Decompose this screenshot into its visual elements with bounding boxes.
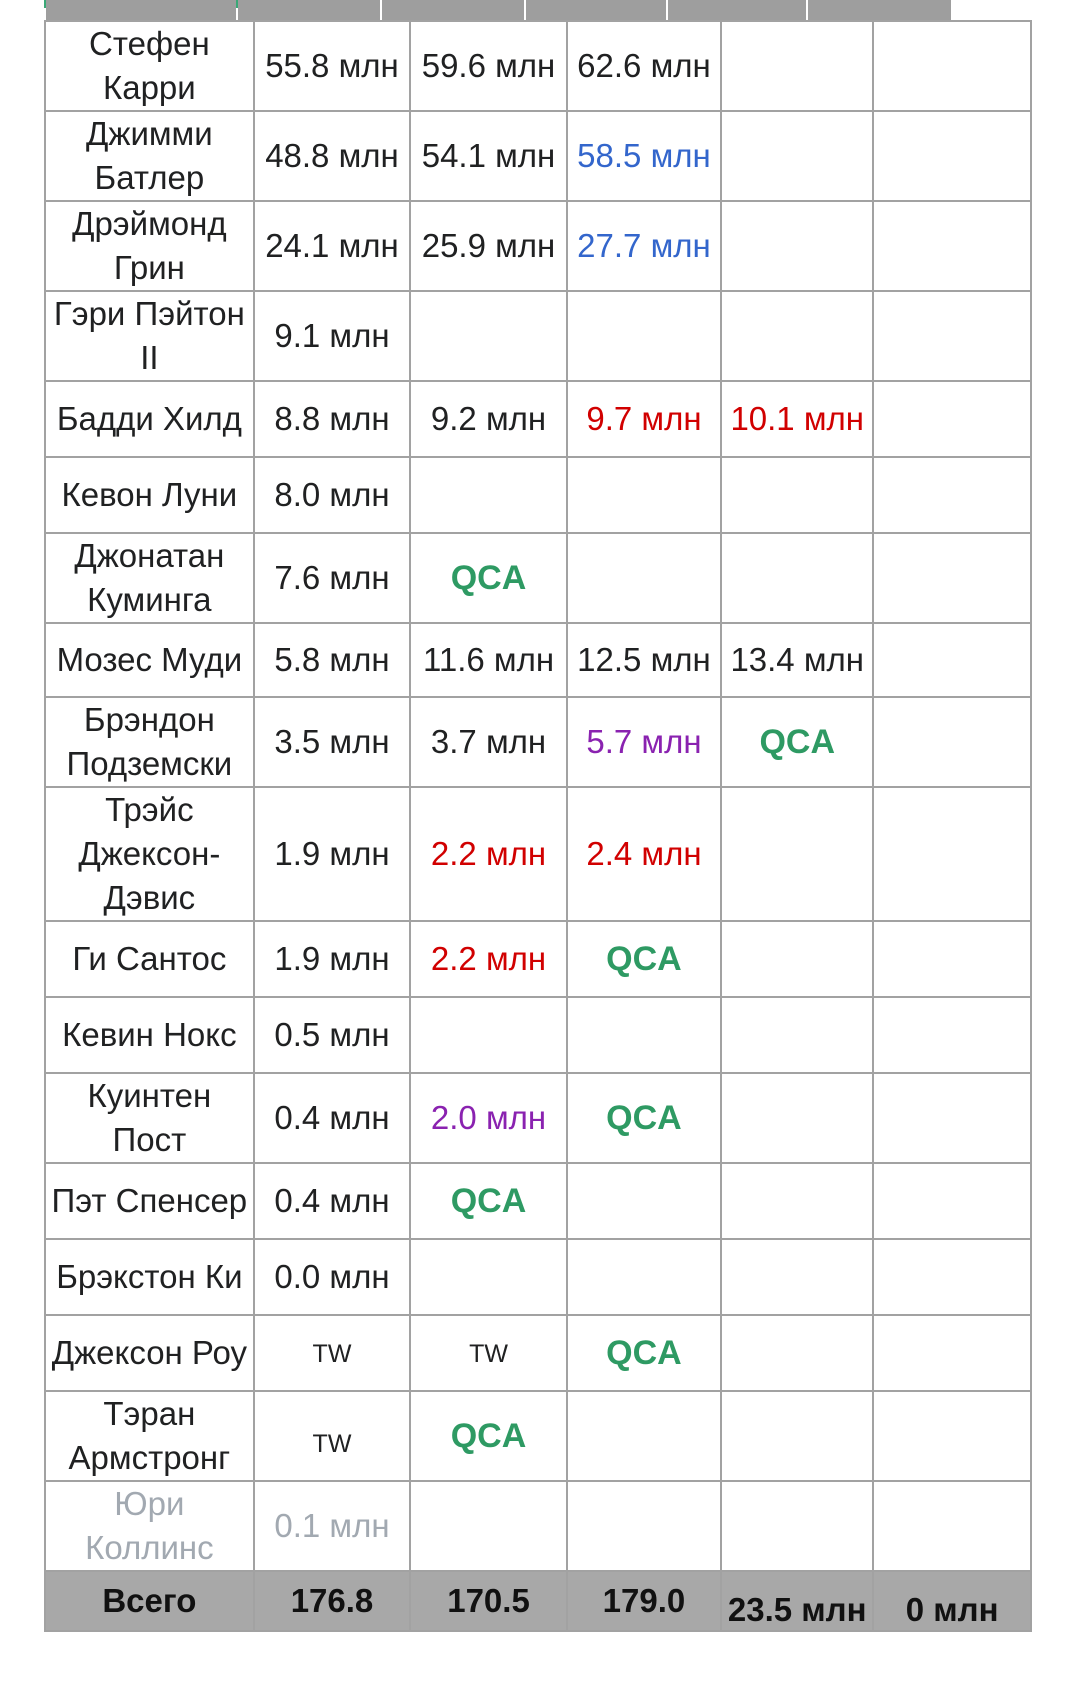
option-status-label: QCA (759, 723, 836, 761)
salary-cell (254, 533, 411, 623)
salary-value: 12.5 млн (577, 641, 711, 678)
salary-cell (410, 787, 567, 921)
salary-cell (721, 1391, 873, 1481)
salary-value: 9.2 млн (430, 400, 547, 437)
player-name: Пэт Спенсер (51, 1182, 248, 1219)
salary-value: 27.7 млн (577, 227, 711, 264)
player-name-cell (45, 1481, 254, 1571)
salary-cell (410, 997, 567, 1073)
salary-cell (567, 1163, 721, 1239)
salary-cell (873, 457, 1031, 533)
salary-cell (873, 1391, 1031, 1481)
header-cell-remnant (238, 0, 380, 20)
table-row (45, 921, 1031, 997)
player-name: Джонатан Куминга (74, 537, 225, 618)
salary-value: 0.4 млн (274, 1099, 390, 1136)
salary-value: 8.8 млн (274, 400, 390, 437)
salary-cell (254, 697, 411, 787)
salary-value: 5.8 млн (274, 641, 390, 678)
player-name-cell (45, 921, 254, 997)
salary-cell (254, 1163, 411, 1239)
option-status-label: QCA (606, 940, 682, 978)
player-name: Гэри Пэйтон II (53, 295, 245, 376)
player-name: Куинтен Пост (87, 1077, 212, 1158)
salary-value: 9.7 млн (586, 400, 702, 437)
player-name-cell (45, 111, 254, 201)
salary-cell (873, 623, 1031, 697)
salary-cell (410, 533, 567, 623)
table-row (45, 201, 1031, 291)
header-cell-remnant (46, 0, 236, 20)
salary-cell (410, 1481, 567, 1571)
salary-cell (254, 291, 411, 381)
salary-table-body (45, 21, 1031, 1631)
player-name: Джексон Роу (51, 1334, 247, 1371)
salary-cell (873, 697, 1031, 787)
salary-cell (410, 111, 567, 201)
salary-cell (873, 1239, 1031, 1315)
salary-value: TW (312, 1340, 352, 1368)
table-row (45, 1391, 1031, 1481)
salary-cell (873, 201, 1031, 291)
salary-cell (254, 21, 411, 111)
table-row (45, 381, 1031, 457)
salary-cell (721, 201, 873, 291)
salary-cell (567, 533, 721, 623)
player-name-cell (45, 1391, 254, 1481)
salary-cell (410, 921, 567, 997)
salary-value: 7.6 млн (274, 559, 390, 596)
salary-cell (721, 1239, 873, 1315)
salary-cell (254, 1315, 411, 1391)
salary-cell (873, 533, 1031, 623)
salary-cell (254, 457, 411, 533)
salary-cell (567, 623, 721, 697)
salary-cell (721, 1315, 873, 1391)
player-name-cell (45, 457, 254, 533)
salary-cell (254, 623, 411, 697)
salary-cell (721, 787, 873, 921)
salary-cell (410, 457, 567, 533)
salary-cell (254, 1391, 411, 1481)
salary-value: 58.5 млн (577, 137, 711, 174)
salary-value: 48.8 млн (265, 137, 399, 174)
salary-value: 11.6 млн (422, 641, 555, 678)
salary-value: TW (469, 1340, 508, 1368)
salary-cell (254, 381, 411, 457)
salary-value: 9.1 млн (274, 317, 390, 354)
salary-cell (410, 623, 567, 697)
option-status-label: QCA (450, 1182, 527, 1220)
player-name-cell (45, 21, 254, 111)
salary-cell (721, 921, 873, 997)
salary-cell (410, 201, 567, 291)
option-status-label: QCA (450, 559, 527, 597)
header-cell-remnant (808, 0, 951, 20)
salary-cell (873, 1073, 1031, 1163)
salary-value: 2.4 млн (586, 835, 702, 872)
salary-cell (721, 1073, 873, 1163)
option-status-label: QCA (450, 1417, 527, 1455)
salary-value: 2.2 млн (430, 835, 547, 872)
player-name-cell (45, 697, 254, 787)
salary-value: 2.0 млн (430, 1099, 547, 1136)
salary-cell (410, 1239, 567, 1315)
total-row (45, 1571, 1031, 1631)
player-name: Тэран Армстронг (68, 1395, 231, 1476)
table-row (45, 457, 1031, 533)
salary-cell (567, 1239, 721, 1315)
salary-cell (410, 1391, 567, 1481)
salary-cell (567, 457, 721, 533)
table-row (45, 697, 1031, 787)
salary-cell (873, 1481, 1031, 1571)
player-name: Бадди Хилд (56, 400, 242, 437)
salary-value: 1.9 млн (274, 835, 390, 872)
salary-cell (567, 1481, 721, 1571)
salary-cell (721, 291, 873, 381)
salary-cell (721, 21, 873, 111)
salary-cell (873, 381, 1031, 457)
player-name-cell (45, 1239, 254, 1315)
salary-cell (567, 921, 721, 997)
header-cell-remnant (668, 0, 806, 20)
salary-cell (721, 533, 873, 623)
player-name-cell (45, 997, 254, 1073)
table-row (45, 291, 1031, 381)
table-row (45, 1315, 1031, 1391)
table-row (45, 533, 1031, 623)
player-name-cell (45, 291, 254, 381)
salary-value: 13.4 млн (730, 641, 865, 678)
salary-value: 62.6 млн (577, 47, 711, 84)
salary-cell (567, 291, 721, 381)
table-row (45, 997, 1031, 1073)
salary-cell (410, 697, 567, 787)
salary-cell (567, 787, 721, 921)
salary-cell (721, 457, 873, 533)
salary-cell (873, 997, 1031, 1073)
player-name-cell (45, 381, 254, 457)
salary-cell (721, 111, 873, 201)
salary-value: 3.7 млн (430, 723, 547, 760)
salary-cell (254, 111, 411, 201)
salary-cell (254, 1073, 411, 1163)
player-name-cell (45, 201, 254, 291)
table-row (45, 1481, 1031, 1571)
table-row (45, 623, 1031, 697)
player-name: Кевин Нокс (62, 1016, 237, 1053)
total-value: 0 млн (873, 1571, 1031, 1631)
salary-cell (721, 1163, 873, 1239)
player-name-cell (45, 533, 254, 623)
player-name-cell (45, 787, 254, 921)
salary-value: 59.6 млн (421, 47, 556, 84)
table-row (45, 21, 1031, 111)
salary-cell (567, 697, 721, 787)
salary-cell (254, 997, 411, 1073)
header-cell-remnant (526, 0, 666, 20)
salary-cell (410, 291, 567, 381)
salary-cell (721, 697, 873, 787)
total-value: 23.5 млн (721, 1571, 873, 1631)
salary-value: 54.1 млн (421, 137, 556, 174)
option-status-label: QCA (606, 1099, 682, 1137)
player-name: Джимми Батлер (86, 115, 213, 196)
table-row (45, 1073, 1031, 1163)
salary-value: 0.5 млн (274, 1016, 390, 1053)
salary-cell (873, 787, 1031, 921)
salary-cell (254, 921, 411, 997)
salary-cell (873, 1315, 1031, 1391)
salary-value: 25.9 млн (421, 227, 556, 264)
player-name: Юри Коллинс (85, 1485, 214, 1566)
salary-cell (567, 111, 721, 201)
header-cell-remnant (382, 0, 524, 20)
salary-cell (410, 381, 567, 457)
player-name: Брэкстон Ки (56, 1258, 243, 1295)
option-status-label: QCA (606, 1334, 682, 1372)
salary-cell (873, 921, 1031, 997)
player-name: Мозес Муди (56, 641, 243, 678)
salary-table (44, 20, 1032, 1632)
player-name: Кевон Луни (61, 476, 238, 513)
player-name-cell (45, 1073, 254, 1163)
total-label: Всего (45, 1571, 254, 1631)
player-name: Ги Сантос (72, 940, 227, 977)
table-row (45, 1163, 1031, 1239)
salary-value: 0.1 млн (274, 1507, 390, 1544)
salary-cell (873, 1163, 1031, 1239)
salary-value: TW (312, 1430, 352, 1458)
salary-value: 10.1 млн (730, 400, 865, 437)
total-value: 176.8 (254, 1571, 411, 1631)
salary-cell (873, 111, 1031, 201)
salary-value: 5.7 млн (586, 723, 702, 760)
table-row (45, 111, 1031, 201)
salary-cell (567, 1315, 721, 1391)
salary-value: 24.1 млн (265, 227, 399, 264)
salary-cell (410, 21, 567, 111)
player-name: Брэндон Подземски (66, 701, 233, 782)
player-name: Стефен Карри (89, 25, 210, 106)
salary-cell (721, 381, 873, 457)
salary-cell (410, 1315, 567, 1391)
player-name-cell (45, 623, 254, 697)
salary-cell (410, 1073, 567, 1163)
salary-value: 1.9 млн (274, 940, 390, 977)
salary-value: 0.4 млн (274, 1182, 390, 1219)
salary-cell (254, 201, 411, 291)
total-value: 179.0 (567, 1571, 721, 1631)
table-row (45, 1239, 1031, 1315)
salary-cell (873, 291, 1031, 381)
salary-cell (567, 1391, 721, 1481)
salary-cell (254, 1481, 411, 1571)
player-name-cell (45, 1315, 254, 1391)
player-name: Дрэймонд Грин (72, 205, 227, 286)
salary-cell (410, 1163, 567, 1239)
salary-value: 3.5 млн (274, 723, 390, 760)
salary-value: 8.0 млн (274, 476, 390, 513)
salary-cell (721, 1481, 873, 1571)
salary-cell (567, 997, 721, 1073)
salary-cell (567, 201, 721, 291)
salary-cell (567, 1073, 721, 1163)
salary-cell (873, 21, 1031, 111)
salary-cell (254, 787, 411, 921)
salary-cell (254, 1239, 411, 1315)
salary-value: 0.0 млн (274, 1258, 390, 1295)
salary-value: 2.2 млн (430, 940, 547, 977)
total-value: 170.5 (410, 1571, 567, 1631)
salary-cell (567, 381, 721, 457)
salary-value: 55.8 млн (265, 47, 399, 84)
player-name: Трэйс Джексон-Дэвис (78, 791, 221, 916)
player-name-cell (45, 1163, 254, 1239)
salary-cell (567, 21, 721, 111)
salary-cell (721, 623, 873, 697)
table-row (45, 787, 1031, 921)
salary-cell (721, 997, 873, 1073)
